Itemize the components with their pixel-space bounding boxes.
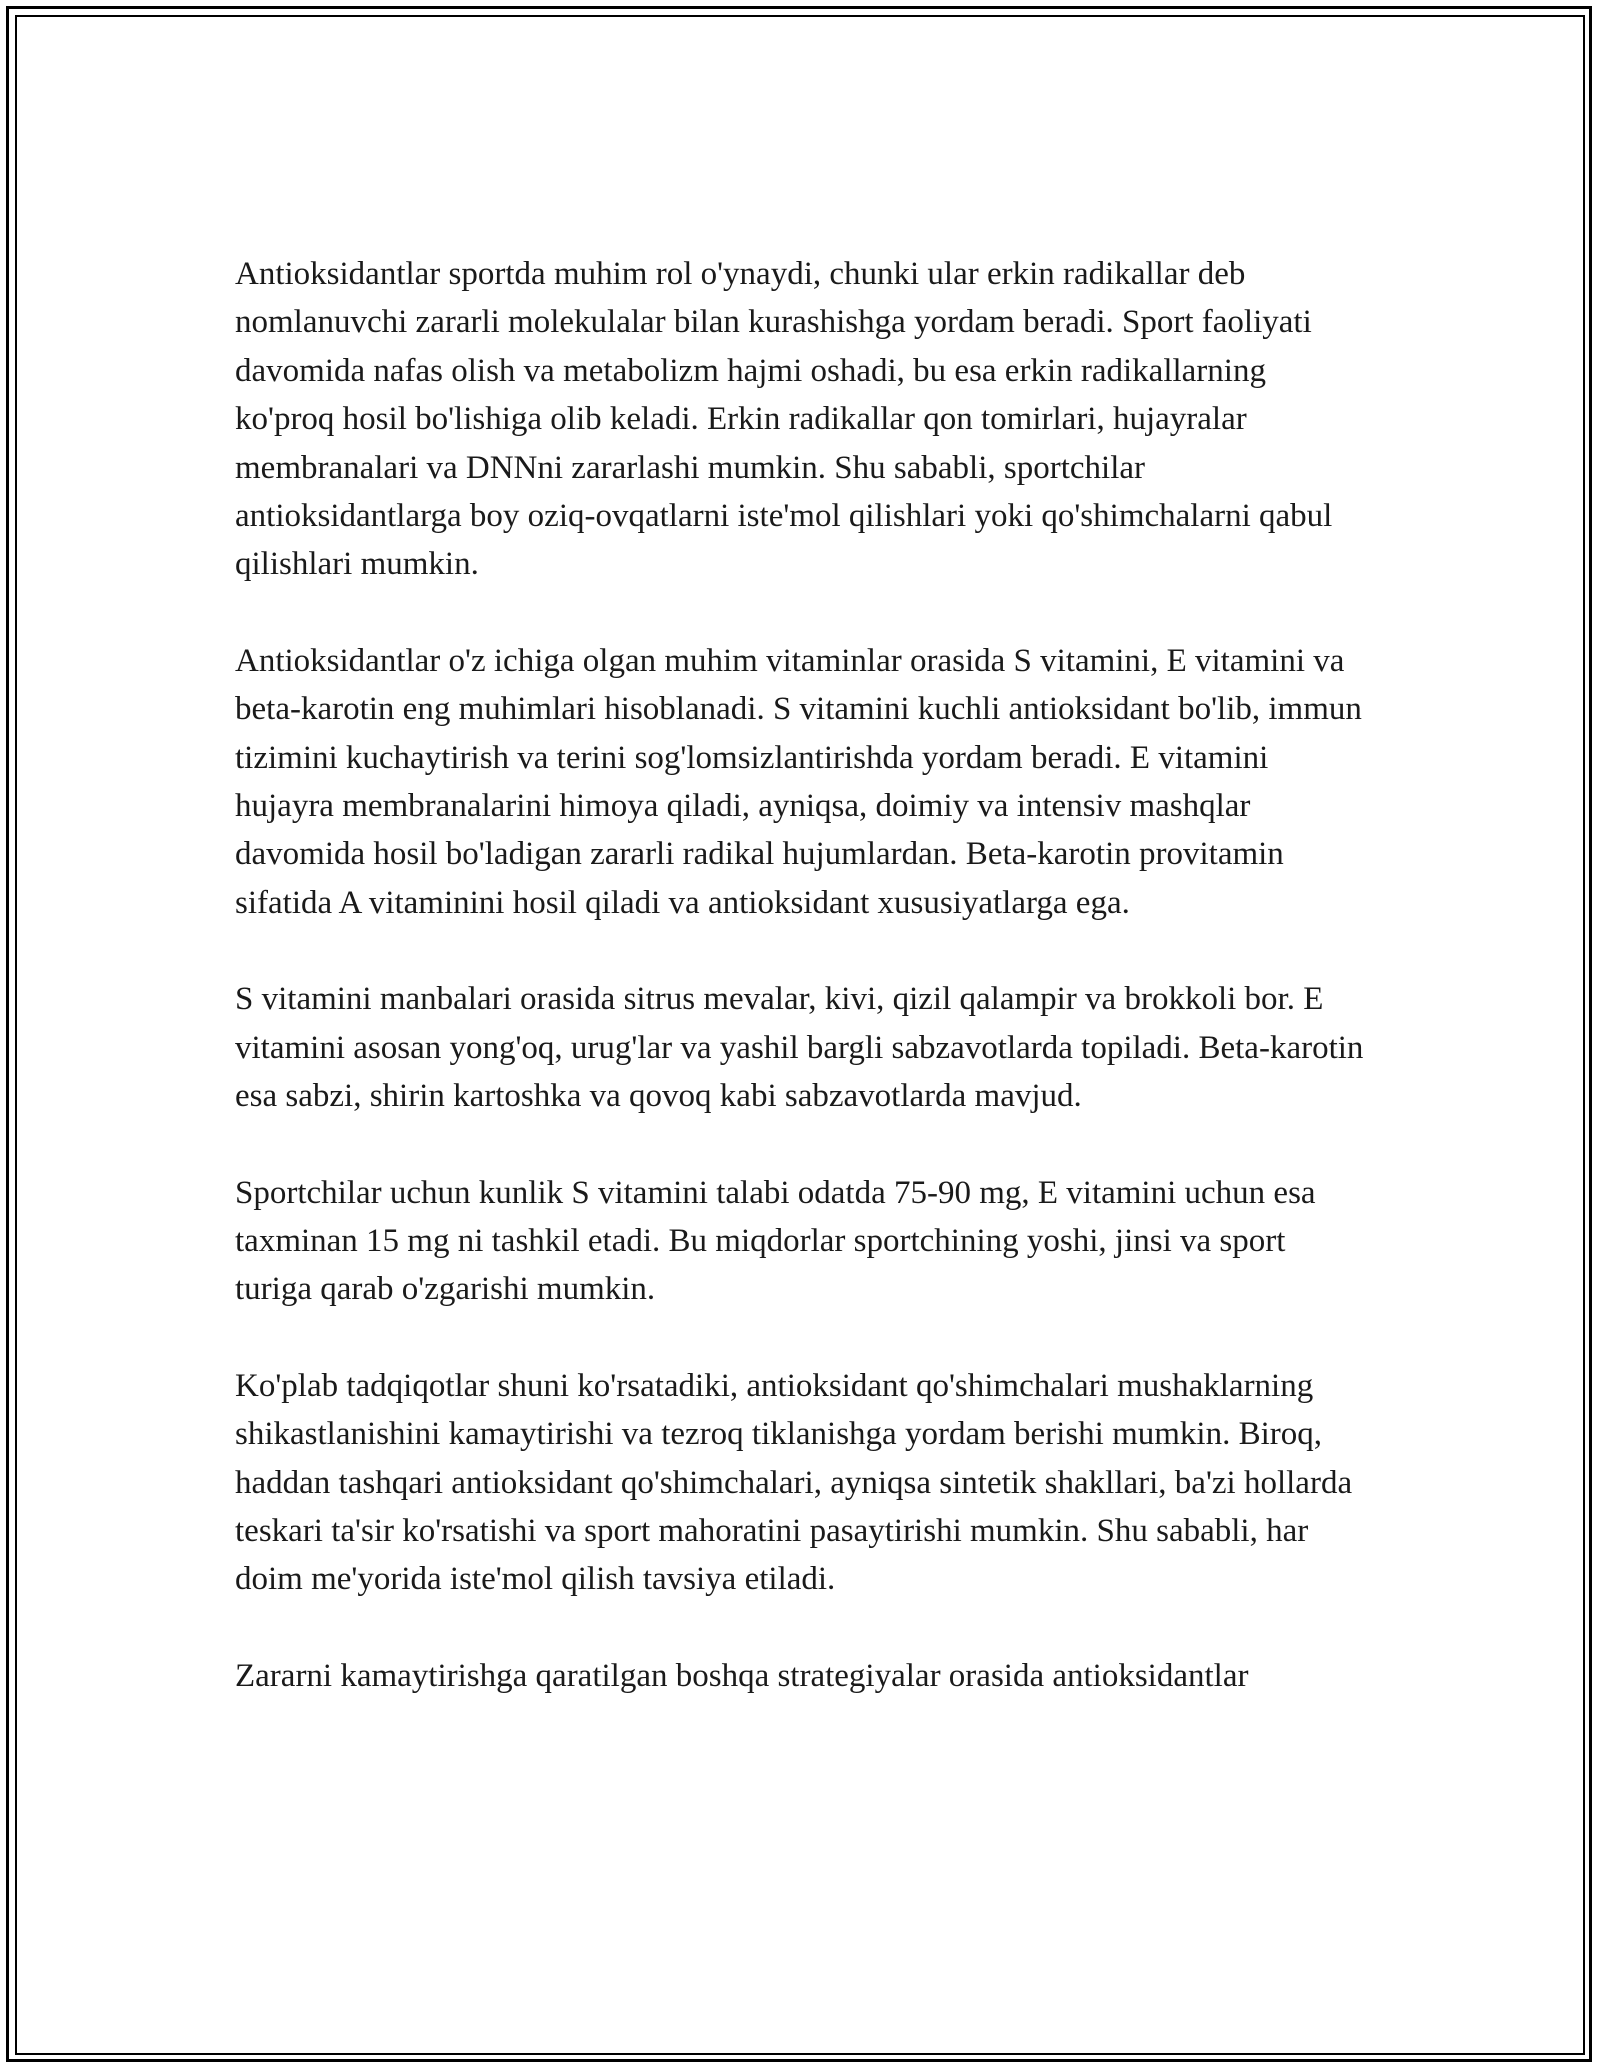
paragraph-3: S vitamini manbalari orasida sitrus mevalar, kivi, qizil qalampir va brokkoli bor. E vitamini asosan yong'oq, urug'lar va yashil bargli sabzavotlarda topiladi. Beta-karotin esa sabzi, shirin kartoshka va qovoq kabi sabzavotlarda mavjud. (235, 981, 1364, 1115)
document-body (235, 250, 1365, 1748)
paragraph-2: Antioksidantlar o'z ichiga olgan muhim vitaminlar orasida S vitamini, E vitamini va beta-karotin eng muhimlari hisoblanadi. S vitamini kuchli antioksidant bo'lib, immun tizimini kuchaytirish va terini sog'lomsizlantirishda yordam beradi. E vitamini hujayra membranalarini himoya qiladi, ayniqsa, doimiy va intensiv mashqlar davomida hosil bo'ladigan zararli radikal hujumlardan. Beta-karotin provitamin sifatida A vitaminini hosil qiladi va antioksidant xususiyatlarga ega. (235, 642, 1362, 921)
paragraph-6: Zararni kamaytirishga qaratilgan boshqa strategiyalar orasida antioksidantlar (235, 1657, 1249, 1694)
paragraph-5: Ko'plab tadqiqotlar shuni ko'rsatadiki, antioksidant qo'shimchalari mushaklarning shikastlanishini kamaytirishi va tezroq tiklanishga yordam berishi mumkin. Biroq, haddan tashqari antioksidant qo'shimchalari, ayniqsa sintetik shakllari, ba'zi hollarda teskari ta'sir ko'rsatishi va sport mahoratini pasaytirishi mumkin. Shu sababli, har doim me'yorida iste'mol qilish tavsiya etiladi. (235, 1367, 1353, 1598)
paragraph-4: Sportchilar uchun kunlik S vitamini talabi odatda 75-90 mg, E vitamini uchun esa taxminan 15 mg ni tashkil etadi. Bu miqdorlar sportchining yoshi, jinsi va sport turiga qarab o'zgarishi mumkin. (235, 1174, 1316, 1308)
paragraph-1: Antioksidantlar sportda muhim rol o'ynaydi, chunki ular erkin radikallar deb nomlanuvchi zararli molekulalar bilan kurashishga yordam beradi. Sport faoliyati davomida nafas olish va metabolizm hajmi oshadi, bu esa erkin radikallarning ko'proq hosil bo'lishiga olib keladi. Erkin radikallar qon tomirlari, hujayralar membranalari va DNNni zararlashi mumkin. Shu sababli, sportchilar antioksidantlarga boy oziq-ovqatlarni iste'mol qilishlari yoki qo'shimchalarni qabul qilishlari mumkin. (235, 256, 1333, 583)
